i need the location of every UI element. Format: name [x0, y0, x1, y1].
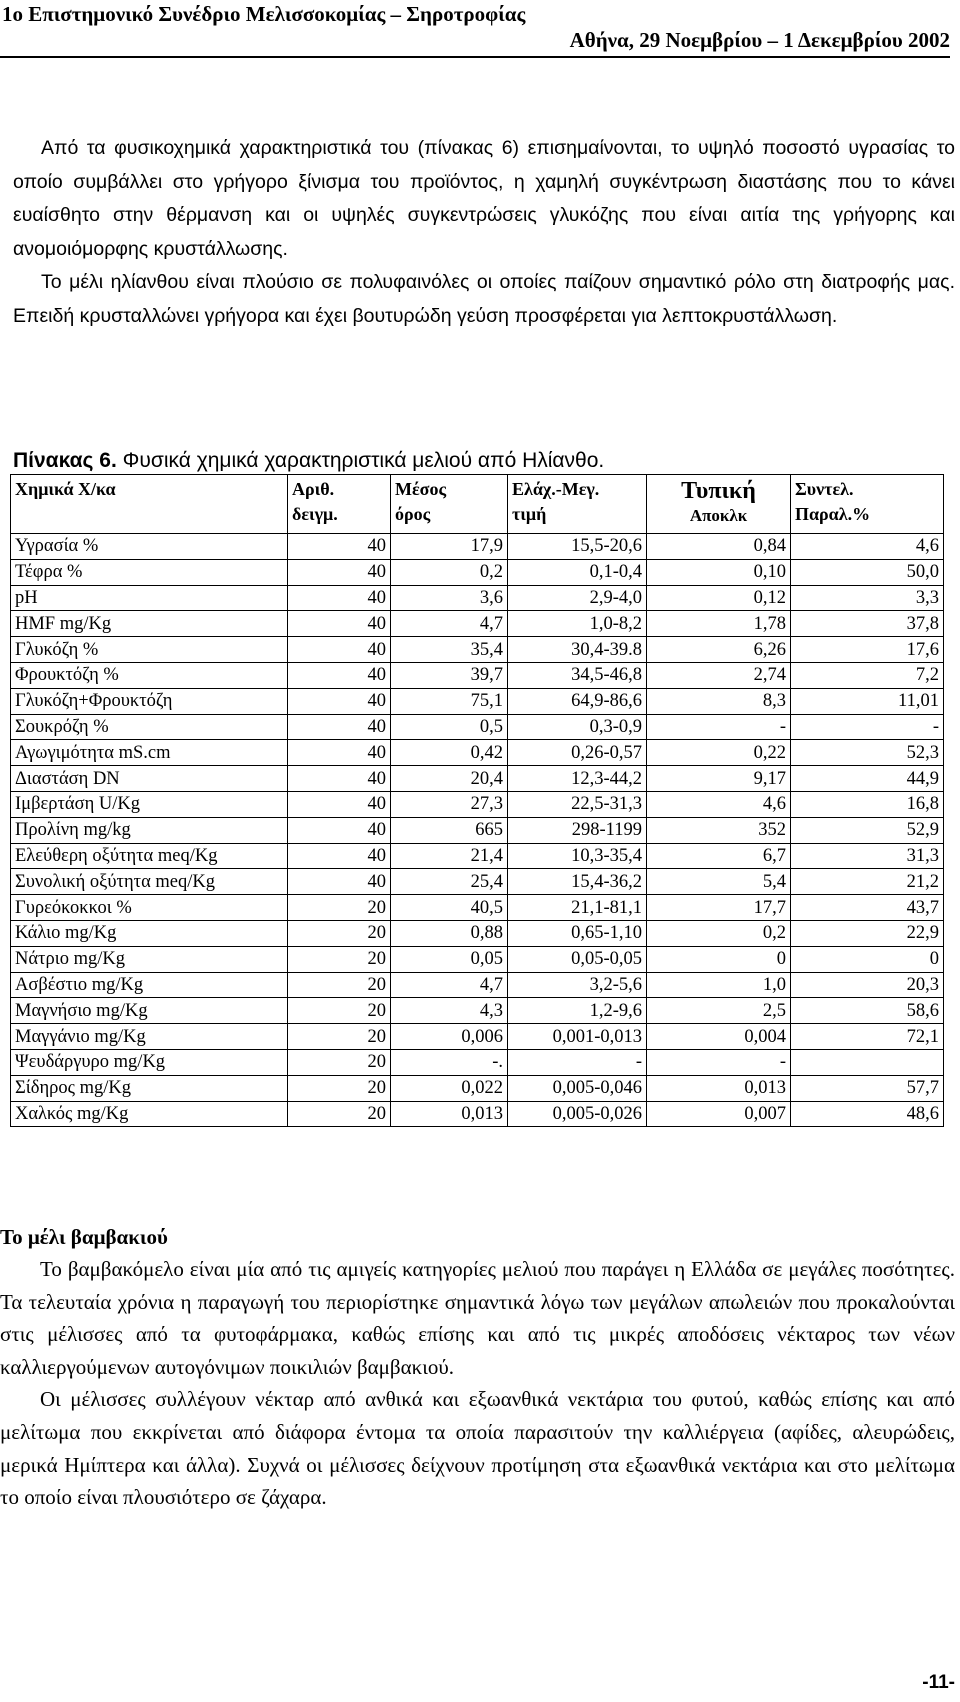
cell-samples: 20 — [288, 895, 391, 921]
cell-std-dev: 0,84 — [647, 534, 791, 560]
cell-cv: 43,7 — [791, 895, 944, 921]
cell-property: Μαγγάνιο mg/Kg — [11, 1024, 288, 1050]
cell-samples: 40 — [288, 662, 391, 688]
table-row — [11, 637, 944, 663]
cell-cv: 20,3 — [791, 972, 944, 998]
cell-samples: 40 — [288, 766, 391, 792]
table-caption — [13, 448, 943, 474]
cell-property: Φρουκτόζη % — [11, 662, 288, 688]
cell-std-dev: 6,7 — [647, 843, 791, 869]
table-row — [11, 843, 944, 869]
cell-samples: 20 — [288, 1049, 391, 1075]
cell-cv: 11,01 — [791, 688, 944, 714]
cell-range: 21,1-81,1 — [508, 895, 647, 921]
cell-property: Διαστάση DN — [11, 766, 288, 792]
cell-mean: 665 — [391, 817, 508, 843]
cell-cv: 37,8 — [791, 611, 944, 637]
table-row — [11, 714, 944, 740]
cell-range: 64,9-86,6 — [508, 688, 647, 714]
cell-mean: 3,6 — [391, 585, 508, 611]
cell-range: 0,005-0,026 — [508, 1101, 647, 1127]
cell-std-dev: - — [647, 1049, 791, 1075]
cell-range: 1,0-8,2 — [508, 611, 647, 637]
cell-property: Γλυκόζη % — [11, 637, 288, 663]
cell-mean: 27,3 — [391, 791, 508, 817]
cell-range: 34,5-46,8 — [508, 662, 647, 688]
cell-cv — [791, 1049, 944, 1075]
section-paragraph-2: Οι μέλισσες συλλέγουν νέκταρ από ανθικά και εξωανθικά νεκτάρια του φυτού, καθώς επίσης και από μελίτωμα που εκκρίνεται από διάφορα έντομα τα οποία παρασιτούν την καλλιέργεια (αφίδες, αλευρώδεις, μερικά Ημίπτερα και άλλα). Συχνά οι μέλισσες δείχνουν προτίμηση στα εξωανθικά νεκτάρια και στο μελίτωμα το οποίο είναι πλουσιότερο σε ζάχαρα. — [0, 1387, 955, 1510]
cell-std-dev: - — [647, 714, 791, 740]
table-row — [11, 869, 944, 895]
cell-property: pH — [11, 585, 288, 611]
cell-std-dev: 1,0 — [647, 972, 791, 998]
cell-samples: 40 — [288, 869, 391, 895]
cell-std-dev: 0,013 — [647, 1075, 791, 1101]
cell-std-dev: 8,3 — [647, 688, 791, 714]
col-header-mean: Μέσος όρος — [391, 475, 508, 534]
cell-property: Σουκρόζη % — [11, 714, 288, 740]
intro-text — [13, 132, 955, 333]
cell-cv: 58,6 — [791, 998, 944, 1024]
cell-std-dev: 0,12 — [647, 585, 791, 611]
cell-range: 10,3-35,4 — [508, 843, 647, 869]
cell-range: 0,65-1,10 — [508, 920, 647, 946]
table-row — [11, 585, 944, 611]
cell-mean: 39,7 — [391, 662, 508, 688]
cell-std-dev: 5,4 — [647, 869, 791, 895]
section-heading: Το μέλι βαμβακιού — [0, 1225, 168, 1249]
cell-cv: 52,9 — [791, 817, 944, 843]
cell-std-dev: 1,78 — [647, 611, 791, 637]
cell-mean: 25,4 — [391, 869, 508, 895]
cell-std-dev: 352 — [647, 817, 791, 843]
header-rule — [0, 56, 950, 58]
cell-property: Ψευδάργυρο mg/Kg — [11, 1049, 288, 1075]
table-row — [11, 1101, 944, 1127]
table-row — [11, 972, 944, 998]
table-row — [11, 998, 944, 1024]
cell-property: Ελεύθερη οξύτητα meq/Kg — [11, 843, 288, 869]
table-row — [11, 895, 944, 921]
cell-samples: 40 — [288, 585, 391, 611]
cell-range: 0,1-0,4 — [508, 559, 647, 585]
table-row — [11, 559, 944, 585]
cell-cv: 48,6 — [791, 1101, 944, 1127]
cell-std-dev: 6,26 — [647, 637, 791, 663]
conference-date: Αθήνα, 29 Νοεμβρίου – 1 Δεκεμβρίου 2002 — [569, 28, 950, 52]
cell-samples: 20 — [288, 998, 391, 1024]
cell-mean: 21,4 — [391, 843, 508, 869]
cell-property: Ασβέστιο mg/Kg — [11, 972, 288, 998]
cell-samples: 20 — [288, 972, 391, 998]
cell-range: 1,2-9,6 — [508, 998, 647, 1024]
cell-cv: 44,9 — [791, 766, 944, 792]
cell-samples: 20 — [288, 1024, 391, 1050]
cell-cv: 31,3 — [791, 843, 944, 869]
cell-mean: 40,5 — [391, 895, 508, 921]
table-row — [11, 920, 944, 946]
cell-cv: 7,2 — [791, 662, 944, 688]
cell-property: Μαγνήσιο mg/Kg — [11, 998, 288, 1024]
cell-property: Συνολική οξύτητα meq/Kg — [11, 869, 288, 895]
cell-std-dev: 4,6 — [647, 791, 791, 817]
cell-range: 0,001-0,013 — [508, 1024, 647, 1050]
cell-samples: 40 — [288, 817, 391, 843]
cell-property: Γυρεόκοκκοι % — [11, 895, 288, 921]
cell-range: 3,2-5,6 — [508, 972, 647, 998]
cell-property: Τέφρα % — [11, 559, 288, 585]
cell-mean: 4,7 — [391, 611, 508, 637]
cell-property: Χαλκός mg/Kg — [11, 1101, 288, 1127]
cell-cv: 16,8 — [791, 791, 944, 817]
cell-range: 0,3-0,9 — [508, 714, 647, 740]
cell-range: 22,5-31,3 — [508, 791, 647, 817]
cell-mean: 0,5 — [391, 714, 508, 740]
cell-property: Κάλιο mg/Kg — [11, 920, 288, 946]
page-header — [0, 0, 950, 56]
cell-samples: 20 — [288, 1101, 391, 1127]
cell-property: Σίδηρος mg/Kg — [11, 1075, 288, 1101]
cell-mean: 0,05 — [391, 946, 508, 972]
col-header-cv: Συντελ. Παραλ.% — [791, 475, 944, 534]
table-row — [11, 534, 944, 560]
cell-mean: 75,1 — [391, 688, 508, 714]
cell-property: Αγωγιμότητα mS.cm — [11, 740, 288, 766]
col-header-std-dev: Τυπική Αποκλκ — [647, 475, 791, 534]
cell-range: 2,9-4,0 — [508, 585, 647, 611]
cell-samples: 40 — [288, 559, 391, 585]
table-caption-label: Πίνακας 6. — [13, 449, 117, 472]
cell-mean: 35,4 — [391, 637, 508, 663]
cell-std-dev: 0,004 — [647, 1024, 791, 1050]
table-row — [11, 1075, 944, 1101]
cell-cv: 0 — [791, 946, 944, 972]
conference-title: 1ο Επιστημονικό Συνέδριο Μελισσοκομίας – Σηροτροφίας — [2, 2, 526, 26]
cell-samples: 20 — [288, 920, 391, 946]
table-header-row — [11, 475, 944, 534]
table-row — [11, 1049, 944, 1075]
cell-std-dev: 0,22 — [647, 740, 791, 766]
cell-samples: 40 — [288, 611, 391, 637]
cell-cv: 72,1 — [791, 1024, 944, 1050]
cell-property: Προλίνη mg/kg — [11, 817, 288, 843]
intro-paragraph-2: Το μέλι ηλίανθου είναι πλούσιο σε πολυφαινόλες οι οποίες παίζουν σημαντικό ρόλο στη διατροφής μας. Επειδή κρυσταλλώνει γρήγορα και έχει βουτυρώδη γεύση προσφέρεται για λεπτοκρυστάλλωση. — [13, 271, 955, 327]
cell-samples: 40 — [288, 843, 391, 869]
cell-property: Ιμβερτάση U/Kg — [11, 791, 288, 817]
cell-samples: 40 — [288, 714, 391, 740]
cell-property: Γλυκόζη+Φρουκτόζη — [11, 688, 288, 714]
table-caption-text: Φυσικά χημικά χαρακτηριστικά μελιού από Ηλίανθο. — [122, 449, 605, 472]
page-number: -11- — [922, 1672, 955, 1693]
cell-samples: 40 — [288, 688, 391, 714]
table-row — [11, 662, 944, 688]
cell-range: 0,05-0,05 — [508, 946, 647, 972]
cell-mean: 0,42 — [391, 740, 508, 766]
cell-mean: 0,022 — [391, 1075, 508, 1101]
cell-std-dev: 0,2 — [647, 920, 791, 946]
cell-property: Υγρασία % — [11, 534, 288, 560]
cell-cv: 4,6 — [791, 534, 944, 560]
cell-range: 12,3-44,2 — [508, 766, 647, 792]
cell-mean: 0,2 — [391, 559, 508, 585]
cell-cv: 17,6 — [791, 637, 944, 663]
properties-table — [10, 474, 944, 1127]
cell-std-dev: 2,74 — [647, 662, 791, 688]
table-row — [11, 946, 944, 972]
section-paragraph-1: Το βαμβακόμελο είναι μία από τις αμιγείς κατηγορίες μελιού που παράγει η Ελλάδα σε μεγάλες ποσότητες. Τα τελευταία χρόνια η παραγωγή του περιορίστηκε σημαντικά λόγω των μεγάλων απωλειών που προκαλούνται στις μέλισσες από τα φυτοφάρμακα, καθώς επίσης και από τις μικρές αποδόσεις νέκταρος των νέων καλλιεργούμενων αυτογόνιμων ποικιλιών βαμβακιού. — [0, 1257, 955, 1379]
cell-std-dev: 2,5 — [647, 998, 791, 1024]
cell-range: - — [508, 1049, 647, 1075]
cell-cv: 3,3 — [791, 585, 944, 611]
cell-property: HMF mg/Kg — [11, 611, 288, 637]
table-row — [11, 766, 944, 792]
cell-std-dev: 17,7 — [647, 895, 791, 921]
cell-range: 0,005-0,046 — [508, 1075, 647, 1101]
intro-paragraph-1: Από τα φυσικοχημικά χαρακτηριστικά του (πίνακας 6) επισημαίνονται, το υψηλό ποσοστό υγρασίας το οποίο συμβάλλει στο γρήγορο ξίνισμα του προϊόντος, η χαμηλή συγκέντρωση διαστάσης που το κάνει ευαίσθητο στην θέρμανση και οι υψηλές συγκεντρώσεις γλυκόζης που είναι αιτία της γρήγορης και ανομοιόμορφης κρυστάλλωσης. — [13, 137, 955, 260]
cell-cv: 57,7 — [791, 1075, 944, 1101]
cotton-honey-section — [0, 1221, 955, 1514]
cell-samples: 20 — [288, 946, 391, 972]
cell-mean: 0,88 — [391, 920, 508, 946]
cell-range: 15,4-36,2 — [508, 869, 647, 895]
cell-mean: 0,013 — [391, 1101, 508, 1127]
cell-range: 30,4-39.8 — [508, 637, 647, 663]
col-header-property: Χημικά Χ/κα — [11, 475, 288, 534]
cell-range: 0,26-0,57 — [508, 740, 647, 766]
cell-cv: 52,3 — [791, 740, 944, 766]
table-row — [11, 688, 944, 714]
cell-std-dev: 9,17 — [647, 766, 791, 792]
cell-samples: 40 — [288, 637, 391, 663]
cell-std-dev: 0,007 — [647, 1101, 791, 1127]
cell-mean: 17,9 — [391, 534, 508, 560]
cell-std-dev: 0 — [647, 946, 791, 972]
cell-cv: 21,2 — [791, 869, 944, 895]
cell-range: 15,5-20,6 — [508, 534, 647, 560]
cell-cv: 22,9 — [791, 920, 944, 946]
table-row — [11, 611, 944, 637]
cell-mean: 4,3 — [391, 998, 508, 1024]
cell-cv: - — [791, 714, 944, 740]
col-header-range: Ελάχ.-Μεγ. τιμή — [508, 475, 647, 534]
cell-cv: 50,0 — [791, 559, 944, 585]
cell-samples: 20 — [288, 1075, 391, 1101]
cell-range: 298-1199 — [508, 817, 647, 843]
cell-mean: -. — [391, 1049, 508, 1075]
cell-mean: 20,4 — [391, 766, 508, 792]
table-row — [11, 791, 944, 817]
col-header-samples: Αριθ. δειγμ. — [288, 475, 391, 534]
cell-samples: 40 — [288, 740, 391, 766]
cell-mean: 4,7 — [391, 972, 508, 998]
table-row — [11, 817, 944, 843]
cell-std-dev: 0,10 — [647, 559, 791, 585]
cell-mean: 0,006 — [391, 1024, 508, 1050]
cell-property: Νάτριο mg/Kg — [11, 946, 288, 972]
cell-samples: 40 — [288, 791, 391, 817]
table-row — [11, 1024, 944, 1050]
cell-samples: 40 — [288, 534, 391, 560]
table-row — [11, 740, 944, 766]
